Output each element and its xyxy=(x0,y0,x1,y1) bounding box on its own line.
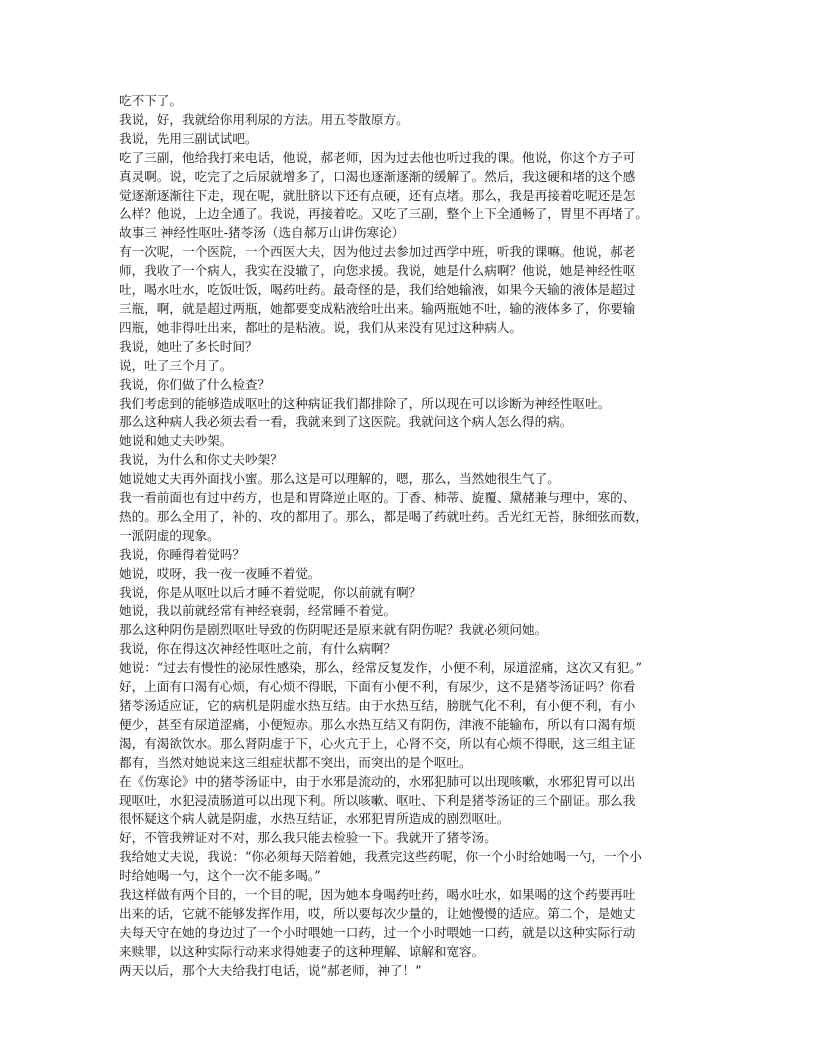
text-line: 我给她丈夫说，我说：“你必须每天陪着她，我煮完这些药呢，你一个小时给她喝一勺，一个小 xyxy=(119,849,642,865)
text-line: 我说，你们做了什么检查？ xyxy=(119,376,271,392)
text-line: 好，不管我辨证对不对，那么我只能去检验一下。我就开了猪苓汤。 xyxy=(119,830,497,846)
text-line: 我说，她吐了多长时间？ xyxy=(119,338,258,354)
text-line: 我说，你是从呕吐以后才睡不着觉呢，你以前就有啊？ xyxy=(119,584,422,600)
text-line: 三瓶，啊，就是超过两瓶，她都要变成粘液给吐出来。输两瓶她不吐，输的液体多了，你要输 xyxy=(119,300,636,316)
text-line: 说，吐了三个月了。 xyxy=(119,357,233,373)
text-line: 吃了三副，他给我打来电话，他说，郝老师，因为过去他也听过我的课。他说，你这个方子可 xyxy=(119,149,636,165)
text-line: 她说：“过去有慢性的泌尿性感染，那么，经常反复发作，小便不利，尿道涩痛，这次又有犯。” xyxy=(119,660,642,676)
text-line: 渴，有渴欲饮水。那么肾阴虚于下，心火亢于上，心肾不交，所以有心烦不得眠，这三组主证 xyxy=(119,735,636,751)
text-line: 那么这种阴伤是剧烈呕吐导致的伤阴呢还是原来就有阴伤呢？我就必须问她。 xyxy=(119,622,548,638)
text-line: 有一次呢，一个医院，一个西医大夫，因为他过去参加过西学中班，听我的课嘛。他说，郝老 xyxy=(119,244,636,260)
text-line: 现呕吐，水犯浸渍肠道可以出现下利。所以咳嗽、呕吐、下利是猪苓汤证的三个副证。那么我 xyxy=(119,792,636,808)
text-line: 我们考虑到的能够造成呕吐的这种病证我们都排除了，所以现在可以诊断为神经性呕吐。 xyxy=(119,395,611,411)
text-line: 那么这种病人我必须去看一看，我就来到了这医院。我就问这个病人怎么得的病。 xyxy=(119,414,573,430)
text-line: 很怀疑这个病人就是阴虚，水热互结证，水邪犯胃所造成的剧烈呕吐。 xyxy=(119,811,510,827)
text-line: 她说，我以前就经常有神经衰弱，经常睡不着觉。 xyxy=(119,603,397,619)
text-line: 我说，为什么和你丈夫吵架？ xyxy=(119,452,283,468)
text-line: 师，我收了一个病人，我实在没辙了，向您求援。我说，她是什么病啊？他说，她是神经性呕 xyxy=(119,263,636,279)
document-page xyxy=(119,92,697,981)
text-line: 我一看前面也有过中药方，也是和胃降逆止呕的。丁香、柿蒂、旋覆、黛赭兼与理中，寒的、 xyxy=(119,490,636,506)
text-line: 热的。那么全用了，补的、攻的都用了。那么，都是喝了药就吐药。舌光红无苔，脉细弦而数， xyxy=(119,508,648,524)
text-line: 时给她喝一勺，这个一次不能多喝。” xyxy=(119,868,321,884)
text-line: 一派阴虚的现象。 xyxy=(119,527,220,543)
text-line: 她说，哎呀，我一夜一夜睡不着觉。 xyxy=(119,565,321,581)
text-line: 吐，喝水吐水，吃饭吐饭，喝药吐药。最奇怪的是，我们给她输液，如果今天输的液体是超过 xyxy=(119,282,636,298)
text-line: 我说，你在得这次神经性呕吐之前，有什么病啊？ xyxy=(119,641,397,657)
text-line: 来赎罪，以这种实际行动来求得她妻子的这种理解、谅解和宽容。 xyxy=(119,943,485,959)
text-line: 出来的话，它就不能够发挥作用，哎，所以要每次少量的，让她慢慢的适应。第二个，是她丈 xyxy=(119,905,636,921)
text-line: 猪苓汤适应证，它的病机是阴虚水热互结。由于水热互结，膀胱气化不利，有小便不利，有小 xyxy=(119,698,636,713)
text-line: 好，上面有口渴有心烦，有心烦不得眠，下面有小便不利，有尿少，这不是猪苓汤证吗？你看 xyxy=(119,679,636,695)
text-line: 四瓶，她非得吐出来，都吐的是粘液。说，我们从来没有见过这种病人。 xyxy=(119,319,522,335)
text-line: 我这样做有两个目的，一个目的呢，因为她本身喝药吐药，喝水吐水，如果喝的这个药要再吐 xyxy=(119,887,636,903)
text-line: 我说，你睡得着觉吗？ xyxy=(119,546,245,562)
text-line: 吃不下了。 xyxy=(119,93,182,108)
text-line: 在《伤寒论》中的猪苓汤证中，由于水邪是流动的，水邪犯肺可以出现咳嗽，水邪犯胃可以出 xyxy=(119,773,636,789)
text-line: 我说，先用三副试试吧。 xyxy=(119,130,258,146)
text-line: 她说她丈夫再外面找小蜜。那么这是可以理解的，嗯，那么，当然她很生气了。 xyxy=(119,471,560,487)
text-line: 觉逐渐逐渐往下走，现在呢，就肚脐以下还有点硬，还有点堵。那么，我是再接着吃呢还是怎 xyxy=(119,187,636,203)
text-line: 都有，当然对她说来这三组症状都不突出，而突出的是个呕吐。 xyxy=(119,754,472,770)
text-line: 么样？他说，上边全通了。我说，再接着吃。又吃了三副，整个上下全通畅了，胃里不再堵了。 xyxy=(119,206,648,222)
text-line: 真灵啊。说，吃完了之后尿就增多了，口渴也逐渐逐渐的缓解了。然后，我这硬和堵的这个感 xyxy=(119,168,636,184)
text-line: 我说，好，我就给你用利尿的方法。用五苓散原方。 xyxy=(119,111,409,127)
text-line: 便少，甚至有尿道涩痛，小便短赤。那么水热互结又有阴伤，津液不能输布，所以有口渴有烦 xyxy=(119,716,636,732)
text-line: 夫每天守在她的身边过了一个小时喂她一口药，过一个小时喂她一口药，就是以这种实际行动 xyxy=(119,924,636,940)
story-heading: 故事三 神经性呕吐-猪苓汤（选自郝万山讲伤寒论） xyxy=(119,225,405,241)
text-line: 两天以后，那个大夫给我打电话，说“郝老师，神了！” xyxy=(119,962,422,978)
text-line: 她说和她丈夫吵架。 xyxy=(119,433,233,449)
